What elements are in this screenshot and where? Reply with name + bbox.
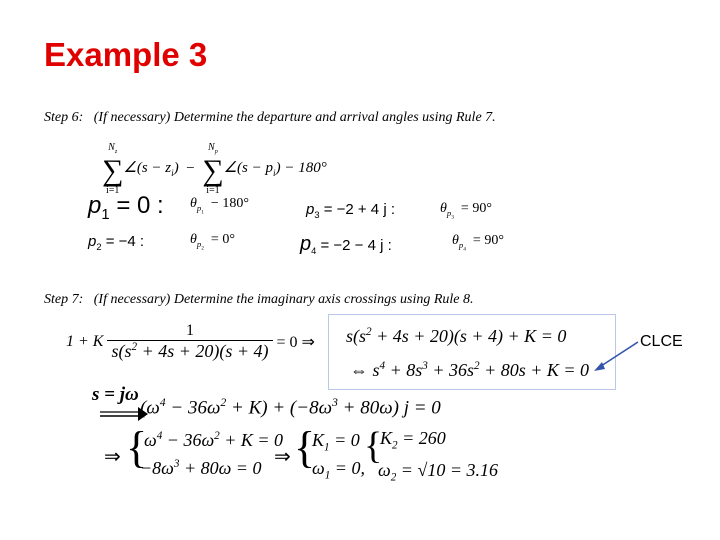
implies-1: ⇒ — [104, 446, 121, 468]
clce-arrow-icon — [590, 338, 642, 374]
w1-value: $\omega_1 = 0$, — [312, 458, 365, 482]
char-eq-fraction: $\frac{1}{s(s^2 + 4s + 20)(s + 4)}$ — [107, 322, 272, 362]
w2-value: $\omega_2 = √10 = 3.16$ — [378, 460, 498, 484]
theta-p4: $\theta_{p_4} = 90^\circ$ — [452, 233, 504, 253]
angle-sum-formula: $N_z$ ∑ i=1 ∠(s − $z_i$) − $N_p$ ∑ i=1 ∠(s − $p_i) - 180^\circ$ — [102, 142, 327, 196]
pole-p4: $p_4 = -2 - 4$ j : — [300, 233, 392, 256]
left-brace-3: { — [364, 425, 383, 467]
left-brace-2: { — [294, 423, 316, 472]
pole-p3: $p_3 = -2 + 4$ j : — [306, 201, 395, 220]
page-title: Example 3 — [44, 36, 208, 73]
substitution-label: s = jω — [92, 384, 139, 405]
step6-label: Step 6: — [44, 110, 84, 125]
characteristic-equation: 1 + K $\frac{1}{s(s^2 + 4s + 20)(s + 4)}$ = 0 ⇒ — [66, 322, 315, 361]
k1-value: $K_1 = 0$ — [312, 430, 360, 454]
pole-p2: $p_2 = -4$ : — [88, 233, 145, 252]
clce-line1: $s(s^2 + 4s + 20)(s + 4) + K = 0$ — [346, 326, 567, 346]
step6-text: (If necessary) Determine the departure and arrival angles using Rule 7. — [93, 110, 496, 125]
theta-p2: $\theta_{p_2} = 0^\circ$ — [190, 232, 235, 252]
step6-heading — [44, 110, 496, 126]
sum-poles: $N_p$ ∑ i=1 — [202, 142, 224, 196]
pole-p1: $p_1 = 0$ : — [88, 192, 164, 223]
theta-p1: $\theta_{p_1} - 180^\circ$ — [190, 196, 249, 216]
step7-text: (If necessary) Determine the imaginary axis crossings using Rule 8. — [93, 292, 474, 307]
theta-p3: $\theta_{p_3} = 90^\circ$ — [440, 201, 492, 221]
term-poles: ∠(s − $p_i) - 180^\circ$ — [223, 160, 327, 180]
clce-label: CLCE — [640, 333, 683, 350]
clce-line2: ⇔ $s^4 + 8s^3 + 36s^2 + 80s + K = 0$ — [350, 360, 590, 380]
system-eq-2: $-8\omega^3 + 80\omega = 0$ — [140, 458, 262, 478]
implies-2: ⇒ — [274, 446, 291, 468]
k2-value: $K_2 = 260$ — [380, 428, 446, 452]
system-eq-1: $\omega^4 - 36\omega^2 + K = 0$ — [144, 430, 284, 450]
substituted-equation: $(\omega^4 - 36\omega^2 + K) + (-8\omega^3 + 80\omega) j = 0$ — [140, 396, 441, 419]
term-zeros: ∠(s − $z_i$) — [123, 160, 179, 180]
sum-zeros: $N_z$ ∑ i=1 — [102, 142, 124, 196]
left-brace-1: { — [126, 423, 148, 472]
step7-label: Step 7: — [44, 292, 84, 307]
step7-heading — [44, 292, 474, 308]
